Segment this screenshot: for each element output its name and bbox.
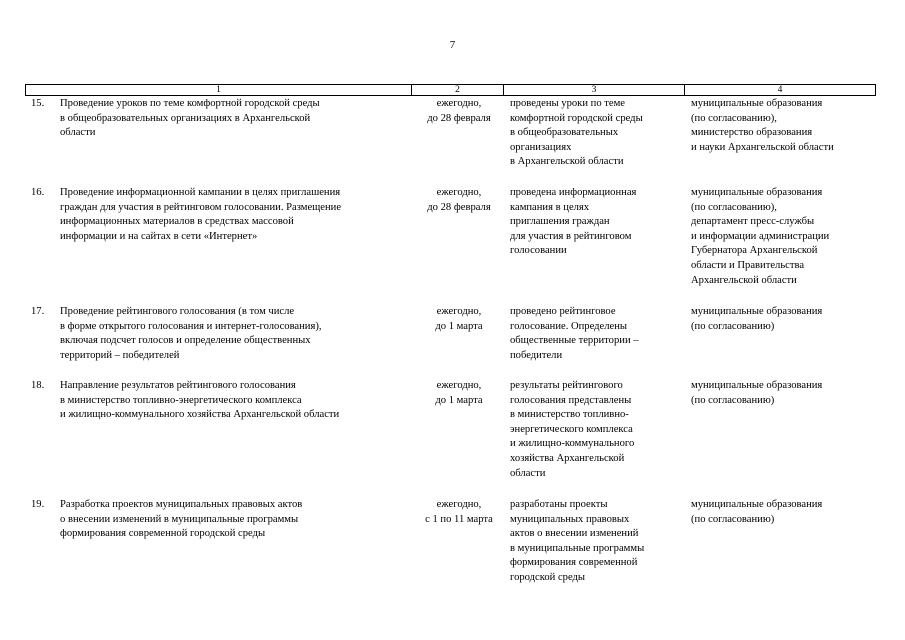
page-number: 7: [449, 39, 456, 51]
task-deadline: ежегодно, до 28 февраля: [427, 187, 491, 213]
row-number: 15.: [31, 98, 45, 109]
task-deadline: ежегодно, с 1 по 11 марта: [425, 499, 493, 525]
row-number: 19.: [31, 499, 45, 510]
task-result: результаты рейтингового голосования представлены в министерство топливно- энергетического комплекса и жилищно-коммунального хозяйства Архангельской области: [510, 380, 635, 479]
task-responsible: муниципальные образования (по согласованию): [691, 306, 823, 332]
task-deadline: ежегодно, до 28 февраля: [427, 98, 491, 124]
row-number: 18.: [31, 380, 45, 391]
task-description: Направление результатов рейтингового голосования в министерство топливно-энергетического комплекса и жилищно-коммунального хозяйства Архангельской области: [60, 380, 340, 421]
task-result: проведены уроки по теме комфортной городской среды в общеобразовательных организациях в Архангельской области: [510, 98, 643, 168]
task-description: Проведение информационной кампании в целях приглашения граждан для участия в рейтинговом голосовании. Размещение информационных материалов в средствах массовой информации и на сайтах в сети «Интернет»: [60, 187, 342, 242]
row-number: 16.: [31, 187, 45, 198]
task-deadline: ежегодно, до 1 марта: [435, 306, 483, 332]
table-header-row: [25, 84, 876, 96]
header-col-3: 3: [504, 85, 685, 95]
task-responsible: муниципальные образования (по согласованию), министерство образования и науки Архангельской области: [691, 98, 834, 153]
task-description: Проведение рейтингового голосования (в том числе в форме открытого голосования и интернет-голосования), включая подсчет голосов и определение общественных территорий – победителей: [60, 306, 322, 361]
header-col-1: 1: [26, 85, 412, 95]
header-col-2: 2: [412, 85, 504, 95]
task-result: проведена информационная кампания в целях приглашения граждан для участия в рейтинговом голосовании: [510, 187, 637, 257]
header-col-4: 4: [777, 85, 783, 95]
task-description: Проведение уроков по теме комфортной городской среды в общеобразовательных организациях в Архангельской области: [60, 98, 320, 139]
task-result: проведено рейтинговое голосование. Определены общественные территории – победители: [510, 306, 639, 361]
task-responsible: муниципальные образования (по согласованию): [691, 380, 823, 406]
row-number: 17.: [31, 306, 45, 317]
task-description: Разработка проектов муниципальных правовых актов о внесении изменений в муниципальные программы формирования современной городской среды: [60, 499, 303, 540]
task-result: разработаны проекты муниципальных правовых актов о внесении изменений в муниципальные программы формирования современной городской среды: [510, 499, 645, 583]
task-deadline: ежегодно, до 1 марта: [435, 380, 483, 406]
task-responsible: муниципальные образования (по согласованию), департамент пресс-службы и информации администрации Губернатора Архангельской области и Правительства Архангельской области: [691, 187, 830, 286]
task-responsible: муниципальные образования (по согласованию): [691, 499, 823, 525]
